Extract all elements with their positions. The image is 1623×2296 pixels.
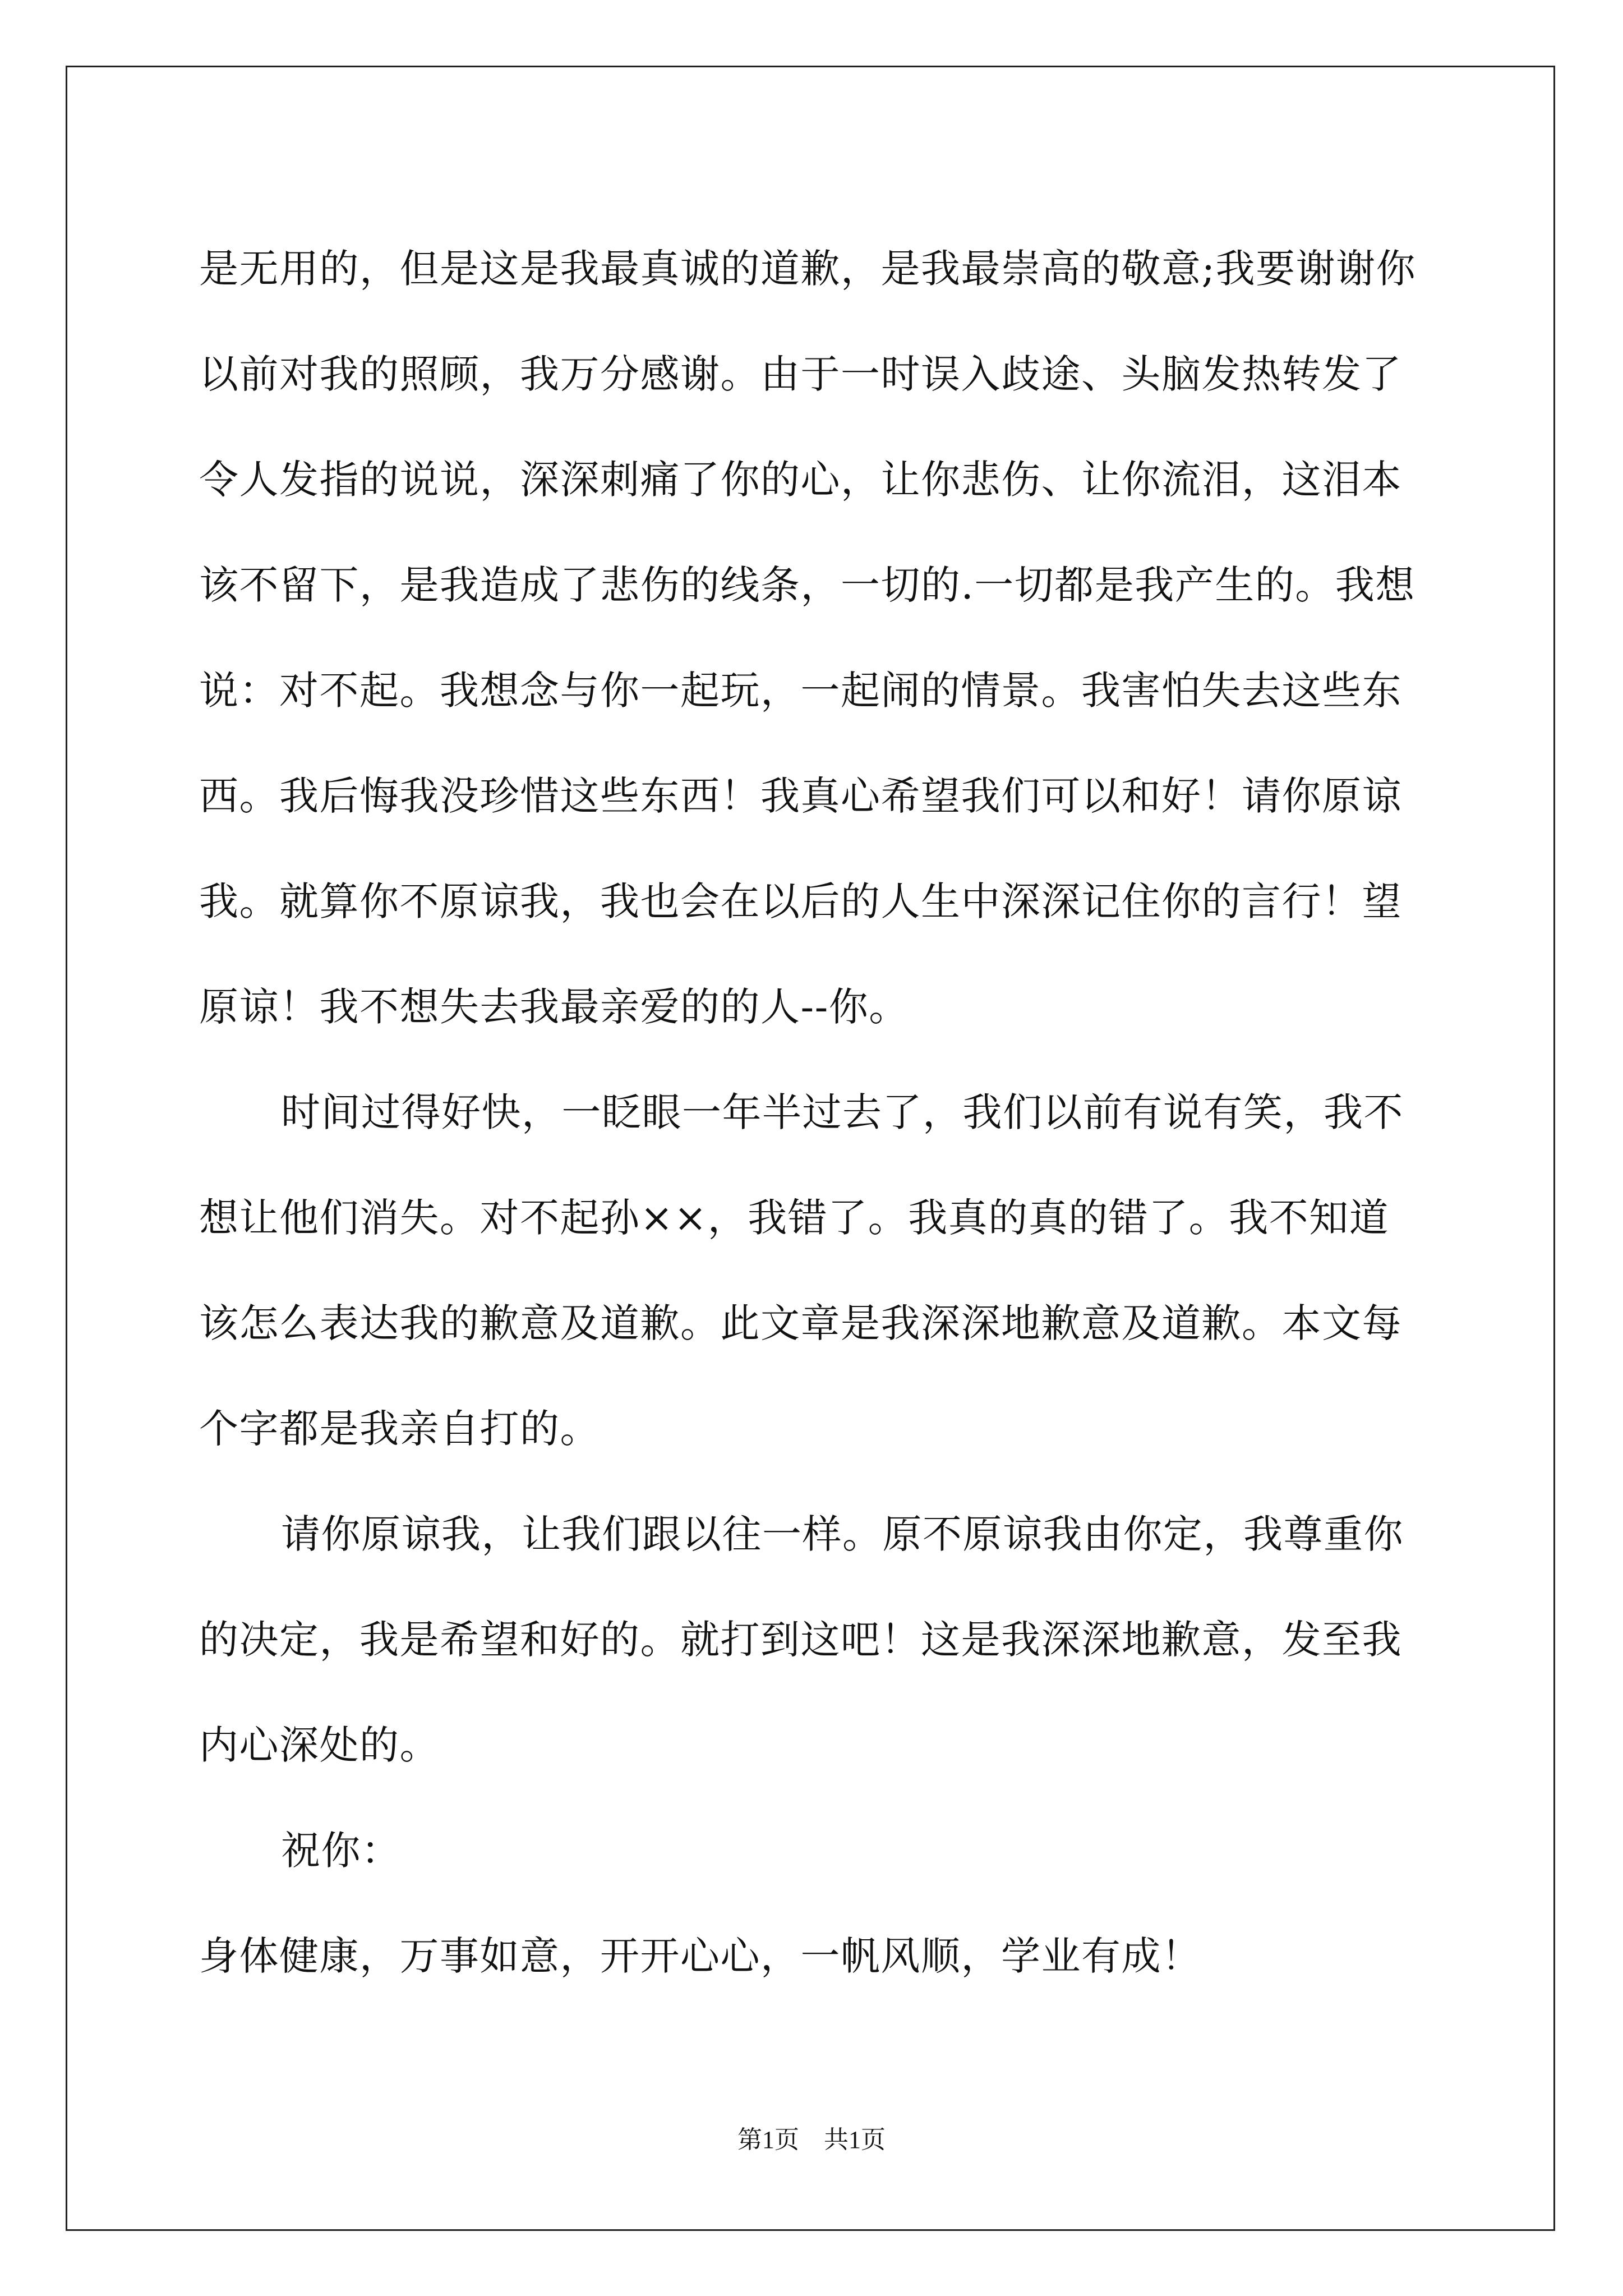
text-line: 该怎么表达我的歉意及道歉。此文章是我深深地歉意及道歉。本文每 [199, 1300, 1402, 1346]
text-line: 西。我后悔我没珍惜这些东西！我真心希望我们可以和好！请你原谅 [199, 773, 1402, 819]
text-line: 内心深处的。 [199, 1722, 440, 1768]
text-line: 以前对我的照顾，我万分感谢。由于一时误入歧途、头脑发热转发了 [199, 351, 1402, 397]
wishes [199, 1903, 1427, 2009]
paragraph-1 [199, 216, 1427, 1060]
text-line: 我。就算你不原谅我，我也会在以后的人生中深深记住你的言行！望 [199, 878, 1402, 924]
text-line: 个字都是我亲自打的。 [199, 1406, 600, 1452]
text-line: 令人发指的说说，深深刺痛了你的心，让你悲伤、让你流泪，这泪本 [199, 457, 1402, 503]
paragraph-3 [199, 1481, 1427, 1798]
text-line: 时间过得好快，一眨眼一年半过去了，我们以前有说有笑，我不 [281, 1089, 1404, 1135]
text-line: 原谅！我不想失去我最亲爱的的人--你。 [199, 984, 909, 1030]
greeting [199, 1798, 1427, 1903]
text-line: 祝你： [281, 1828, 402, 1874]
text-line: 想让他们消失。对不起孙××，我错了。我真的真的错了。我不知道 [199, 1195, 1390, 1241]
text-line: 身体健康，万事如意，开开心心，一帆风顺，学业有成！ [199, 1933, 1202, 1979]
page-number-footer: 第1页 共1页 [737, 2126, 886, 2154]
text-line: 该不留下，是我造成了悲伤的线条，一切的.一切都是我产生的。我想 [199, 562, 1415, 608]
text-line: 是无用的，但是这是我最真诚的道歉，是我最崇高的敬意;我要谢谢你 [199, 246, 1417, 292]
document-body [199, 216, 1427, 2009]
paragraph-2 [199, 1060, 1427, 1481]
text-line: 请你原谅我，让我们跟以往一样。原不原谅我由你定，我尊重你 [281, 1511, 1404, 1557]
text-line: 说：对不起。我想念与你一起玩，一起闹的情景。我害怕失去这些东 [199, 668, 1402, 714]
text-line: 的决定，我是希望和好的。就打到这吧！这是我深深地歉意，发至我 [199, 1617, 1402, 1663]
